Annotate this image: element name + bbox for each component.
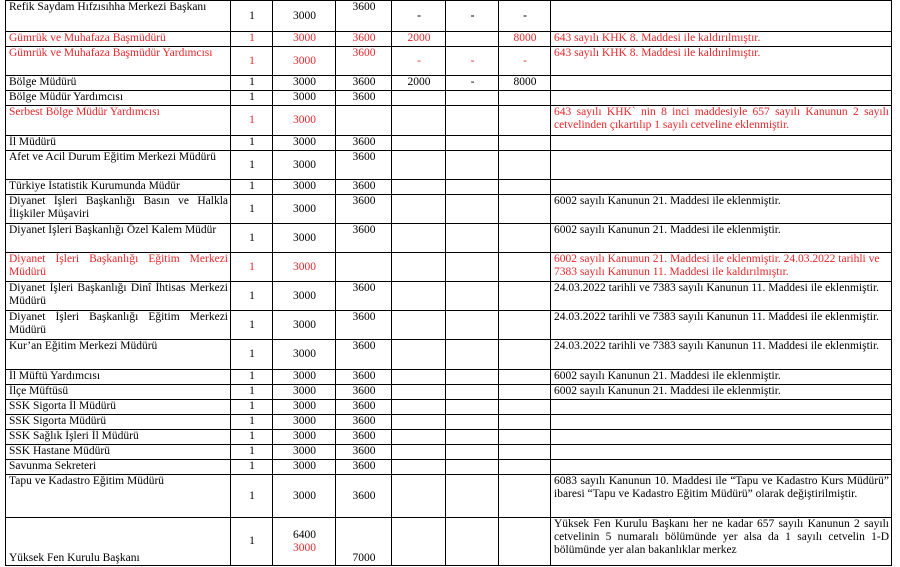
value-cell [392, 445, 446, 460]
value-cell [499, 311, 551, 340]
position-title: Diyanet İşleri Başkanlığı Eğitim Merkezi Müdürü [6, 253, 231, 282]
value-cell [499, 445, 551, 460]
indicator-cell: 3000 [273, 400, 336, 415]
count-cell: 1 [231, 385, 273, 400]
position-title: İl Müftü Yardımcısı [6, 370, 231, 385]
table-row [6, 151, 892, 180]
value-cell [392, 224, 446, 253]
table-row [6, 91, 892, 106]
value-cell [392, 91, 446, 106]
value-cell [446, 282, 499, 311]
value-cell [499, 106, 551, 136]
value-cell [392, 180, 446, 195]
value-cell [392, 518, 446, 566]
position-title: SSK Sigorta İl Müdürü [6, 400, 231, 415]
position-title: Bölge Müdür Yardımcısı [6, 91, 231, 106]
count-cell: 1 [231, 340, 273, 370]
note-cell: 6002 sayılı Kanunun 21. Maddesi ile eklenmiştir. [551, 224, 892, 253]
indicator-cell: 3000 [273, 475, 336, 518]
count-cell: 1 [231, 76, 273, 91]
value-cell [392, 311, 446, 340]
note-cell [551, 76, 892, 91]
note-cell [551, 180, 892, 195]
value-cell: 3600 [336, 400, 392, 415]
note-cell [551, 460, 892, 475]
value-cell [446, 385, 499, 400]
indicator-cell: 3000 [273, 106, 336, 136]
value-cell: 3600 [336, 385, 392, 400]
indicator-cell: 3000 [273, 151, 336, 180]
value-cell [499, 370, 551, 385]
table-row [6, 475, 892, 518]
table-row [6, 76, 892, 91]
count-cell: 1 [231, 1, 273, 32]
value-cell [499, 224, 551, 253]
value-cell [446, 430, 499, 445]
value-cell [446, 32, 499, 47]
value-cell: 3600 [336, 32, 392, 47]
value-cell [446, 106, 499, 136]
value-cell: 3600 [336, 1, 392, 32]
value-cell [446, 518, 499, 566]
table-row [6, 385, 892, 400]
value-cell: 3600 [336, 136, 392, 151]
position-title: Diyanet İşleri Başkanlığı Özel Kalem Müdür [6, 224, 231, 253]
value-cell [499, 518, 551, 566]
value-cell [446, 445, 499, 460]
note-cell: 6002 sayılı Kanunun 21. Maddesi ile eklenmiştir. 24.03.2022 tarihli ve 7383 sayılı Kanunun 11. Maddesi ile kaldırılmıştır. [551, 253, 892, 282]
indicator-cell: 3000 [273, 1, 336, 32]
note-cell [551, 151, 892, 180]
table-row [6, 311, 892, 340]
position-title: Gümrük ve Muhafaza Başmüdür Yardımcısı [6, 47, 231, 76]
note-cell [551, 91, 892, 106]
note-cell: Yüksek Fen Kurulu Başkanı her ne kadar 657 sayılı Kanunun 2 sayılı cetvelinin 5 numaralı bölümünde yer alsa da 1 sayılı cetvelin 1-D bölümünde yer alan bakanlıklar merkez [551, 518, 892, 566]
note-cell: 6002 sayılı Kanunun 21. Maddesi ile eklenmiştir. [551, 195, 892, 224]
table-row [6, 32, 892, 47]
count-cell: 1 [231, 430, 273, 445]
indicator-cell: 3000 [273, 253, 336, 282]
table-row [6, 460, 892, 475]
note-cell [551, 1, 892, 32]
value-cell [336, 106, 392, 136]
value-cell [336, 253, 392, 282]
value-cell: 3600 [336, 475, 392, 518]
table-row [6, 415, 892, 430]
count-cell: 1 [231, 400, 273, 415]
position-title: Kur’an Eğitim Merkezi Müdürü [6, 340, 231, 370]
indicator-cell: 3000 [273, 370, 336, 385]
value-cell [392, 151, 446, 180]
value-cell [499, 91, 551, 106]
position-title: Tapu ve Kadastro Eğitim Müdürü [6, 475, 231, 518]
indicator-cell: 3000 [273, 282, 336, 311]
count-cell: 1 [231, 311, 273, 340]
table-row [6, 445, 892, 460]
value-cell [446, 460, 499, 475]
value-cell [392, 370, 446, 385]
table-row [6, 340, 892, 370]
position-title: Diyanet İşleri Başkanlığı Eğitim Merkezi Müdürü [6, 311, 231, 340]
indicator-cell: 3000 [273, 340, 336, 370]
table-row [6, 253, 892, 282]
table-row [6, 195, 892, 224]
value-cell [499, 136, 551, 151]
value-cell [446, 311, 499, 340]
position-title: Afet ve Acil Durum Eğitim Merkezi Müdürü [6, 151, 231, 180]
value-cell [446, 340, 499, 370]
value-cell [446, 475, 499, 518]
value-cell: 3600 [336, 340, 392, 370]
value-cell [499, 475, 551, 518]
value-cell [392, 340, 446, 370]
value-cell: 3600 [336, 195, 392, 224]
value-cell [392, 460, 446, 475]
position-title: Gümrük ve Muhafaza Başmüdürü [6, 32, 231, 47]
indicator-cell: 3000 [273, 195, 336, 224]
table-row [6, 47, 892, 76]
table-row [6, 430, 892, 445]
position-title: Refik Saydam Hıfzısıhha Merkezi Başkanı [6, 1, 231, 32]
value-cell: 2000 [392, 32, 446, 47]
value-cell: 3600 [336, 91, 392, 106]
table-row [6, 400, 892, 415]
value-cell [499, 253, 551, 282]
value-cell [392, 385, 446, 400]
note-cell: 643 sayılı KHK` nin 8 inci maddesiyle 657 sayılı Kanunun 2 sayılı cetvelinden çıkartılıp 1 sayılı cetveline eklenmiştir. [551, 106, 892, 136]
position-title: İl Müdürü [6, 136, 231, 151]
table-row [6, 370, 892, 385]
value-cell [446, 151, 499, 180]
note-cell: 6083 sayılı Kanunun 10. Maddesi ile “Tapu ve Kadastro Kurs Müdürü” ibaresi “Tapu ve Kadastro Eğitim Müdürü” olarak değiştirilmiştir. [551, 475, 892, 518]
value-cell: - [446, 47, 499, 76]
table-row [6, 224, 892, 253]
value-cell [392, 430, 446, 445]
value-cell: 8000 [499, 32, 551, 47]
indicator-cell: 3000 [273, 76, 336, 91]
value-cell [499, 415, 551, 430]
count-cell: 1 [231, 253, 273, 282]
value-cell [446, 224, 499, 253]
value-cell [499, 180, 551, 195]
value-cell [392, 195, 446, 224]
value-cell: 3600 [336, 151, 392, 180]
note-cell: 643 sayılı KHK 8. Maddesi ile kaldırılmıştır. [551, 32, 892, 47]
indicator-cell: 3000 [273, 430, 336, 445]
value-cell [392, 282, 446, 311]
value-cell: 3600 [336, 180, 392, 195]
value-cell [392, 400, 446, 415]
count-cell: 1 [231, 151, 273, 180]
value-cell: - [499, 1, 551, 32]
value-cell [446, 400, 499, 415]
value-cell: 3600 [336, 460, 392, 475]
note-cell: 24.03.2022 tarihli ve 7383 sayılı Kanunun 11. Maddesi ile eklenmiştir. [551, 311, 892, 340]
count-cell: 1 [231, 370, 273, 385]
count-cell: 1 [231, 475, 273, 518]
table-row [6, 180, 892, 195]
value-cell: - [446, 76, 499, 91]
note-cell: 24.03.2022 tarihli ve 7383 sayılı Kanunun 11. Maddesi ile eklenmiştir. [551, 340, 892, 370]
value-cell [446, 195, 499, 224]
count-cell: 1 [231, 282, 273, 311]
value-cell: 3600 [336, 76, 392, 91]
indicator-cell: 3000 [273, 47, 336, 76]
count-cell: 1 [231, 518, 273, 566]
value-cell: - [392, 47, 446, 76]
indicator-cell: 3000 [273, 32, 336, 47]
value-cell [392, 415, 446, 430]
value-cell [392, 136, 446, 151]
value-cell [446, 136, 499, 151]
note-cell [551, 136, 892, 151]
position-title: İlçe Müftüsü [6, 385, 231, 400]
value-cell [446, 253, 499, 282]
table-row [6, 1, 892, 32]
table-row [6, 136, 892, 151]
count-cell: 1 [231, 445, 273, 460]
value-cell [392, 253, 446, 282]
note-cell [551, 445, 892, 460]
table-row [6, 282, 892, 311]
value-cell [499, 340, 551, 370]
note-cell [551, 430, 892, 445]
count-cell: 1 [231, 415, 273, 430]
count-cell: 1 [231, 91, 273, 106]
value-cell: 7000 [336, 518, 392, 566]
indicator-cell [273, 518, 336, 566]
value-cell [499, 151, 551, 180]
position-title: Serbest Bölge Müdür Yardımcısı [6, 106, 231, 136]
count-cell: 1 [231, 180, 273, 195]
count-cell: 1 [231, 224, 273, 253]
position-title: Yüksek Fen Kurulu Başkanı [6, 518, 231, 566]
note-cell [551, 400, 892, 415]
position-title: Bölge Müdürü [6, 76, 231, 91]
position-title: Savunma Sekreteri [6, 460, 231, 475]
position-title: Diyanet İşleri Başkanlığı Basın ve Halkla İlişkiler Müşaviri [6, 195, 231, 224]
value-cell: 3600 [336, 445, 392, 460]
count-cell: 1 [231, 195, 273, 224]
indicator-cell: 3000 [273, 460, 336, 475]
position-title: SSK Sağlık İşleri İl Müdürü [6, 430, 231, 445]
value-cell [446, 91, 499, 106]
value-cell: 3600 [336, 430, 392, 445]
value-cell: 3600 [336, 47, 392, 76]
indicator-cell: 3000 [273, 311, 336, 340]
indicator-cell: 3000 [273, 91, 336, 106]
table-row [6, 106, 892, 136]
note-cell [551, 415, 892, 430]
value-cell: 3600 [336, 370, 392, 385]
value-cell [499, 282, 551, 311]
position-title: SSK Sigorta Müdürü [6, 415, 231, 430]
count-cell: 1 [231, 32, 273, 47]
indicator-cell: 3000 [273, 136, 336, 151]
indicator-cell: 3000 [273, 445, 336, 460]
indicator-cell: 3000 [273, 415, 336, 430]
value-cell [499, 430, 551, 445]
cadre-table [5, 0, 892, 566]
value-cell [499, 460, 551, 475]
value-cell [446, 370, 499, 385]
value-cell [446, 415, 499, 430]
position-title: Diyanet İşleri Başkanlığı Dinî İhtisas Merkezi Müdürü [6, 282, 231, 311]
count-cell: 1 [231, 47, 273, 76]
value-cell: 3600 [336, 415, 392, 430]
table-row [6, 518, 892, 566]
count-cell: 1 [231, 106, 273, 136]
value-cell: 3600 [336, 282, 392, 311]
value-cell: 8000 [499, 76, 551, 91]
value-cell [446, 180, 499, 195]
value-cell: - [446, 1, 499, 32]
value-cell: - [392, 1, 446, 32]
indicator-value-red: 3000 [293, 541, 316, 554]
value-cell [392, 106, 446, 136]
note-cell: 643 sayılı KHK 8. Maddesi ile kaldırılmıştır. [551, 47, 892, 76]
count-cell: 1 [231, 460, 273, 475]
value-cell [499, 400, 551, 415]
indicator-cell: 3000 [273, 385, 336, 400]
note-cell: 6002 sayılı Kanunun 21. Maddesi ile eklenmiştir. [551, 385, 892, 400]
note-cell: 6002 sayılı Kanunun 21. Maddesi ile eklenmiştir. [551, 370, 892, 385]
value-cell: 3600 [336, 224, 392, 253]
position-title: Türkiye İstatistik Kurumunda Müdür [6, 180, 231, 195]
indicator-value: 6400 [293, 528, 316, 541]
position-title: SSK Hastane Müdürü [6, 445, 231, 460]
indicator-cell: 3000 [273, 224, 336, 253]
count-cell: 1 [231, 136, 273, 151]
value-cell: 3600 [336, 311, 392, 340]
value-cell: - [499, 47, 551, 76]
value-cell [499, 195, 551, 224]
note-cell: 24.03.2022 tarihli ve 7383 sayılı Kanunun 11. Maddesi ile eklenmiştir. [551, 282, 892, 311]
value-cell [499, 385, 551, 400]
value-cell [392, 475, 446, 518]
indicator-cell: 3000 [273, 180, 336, 195]
value-cell: 2000 [392, 76, 446, 91]
